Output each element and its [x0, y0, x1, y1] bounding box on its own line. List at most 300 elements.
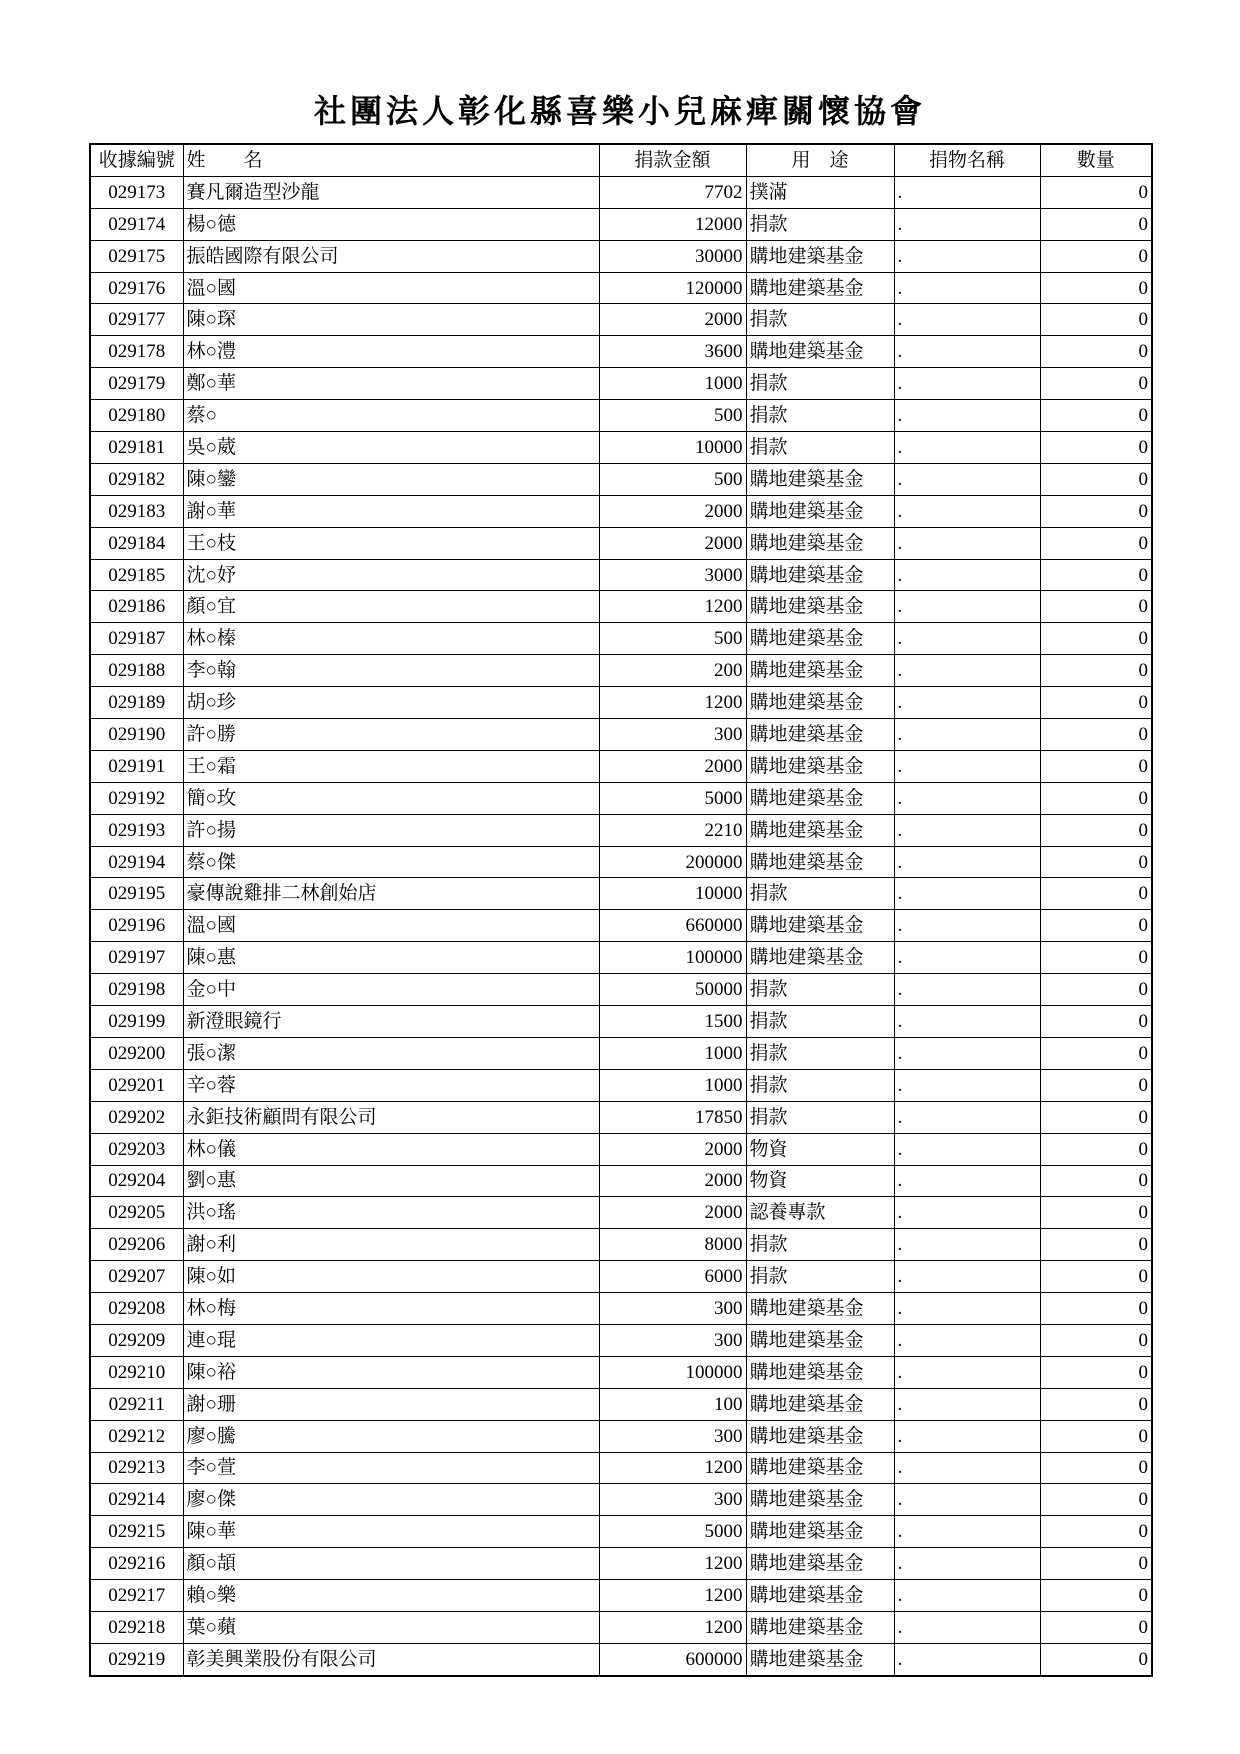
cell-amount: 1200: [599, 1580, 746, 1612]
cell-receipt-no: 029216: [90, 1548, 183, 1580]
cell-quantity: 0: [1040, 814, 1152, 846]
cell-item-name: .: [894, 1165, 1040, 1197]
cell-name: 陳○惠: [183, 942, 599, 974]
cell-receipt-no: 029217: [90, 1580, 183, 1612]
cell-item-name: .: [894, 878, 1040, 910]
cell-receipt-no: 029184: [90, 527, 183, 559]
table-body: [90, 176, 1152, 1675]
cell-item-name: .: [894, 1324, 1040, 1356]
cell-name: 永鉅技術顧問有限公司: [183, 1101, 599, 1133]
table-row: [90, 974, 1152, 1006]
cell-purpose: 購地建築基金: [746, 559, 894, 591]
cell-item-name: .: [894, 1452, 1040, 1484]
cell-receipt-no: 029193: [90, 814, 183, 846]
table-row: [90, 1133, 1152, 1165]
cell-receipt-no: 029212: [90, 1420, 183, 1452]
cell-quantity: 0: [1040, 687, 1152, 719]
cell-item-name: .: [894, 1580, 1040, 1612]
cell-item-name: .: [894, 1006, 1040, 1038]
cell-purpose: 購地建築基金: [746, 1484, 894, 1516]
cell-amount: 1200: [599, 591, 746, 623]
cell-item-name: .: [894, 687, 1040, 719]
cell-item-name: .: [894, 1133, 1040, 1165]
cell-name: 王○枝: [183, 527, 599, 559]
cell-quantity: 0: [1040, 1133, 1152, 1165]
cell-amount: 2000: [599, 304, 746, 336]
cell-name: 王○霜: [183, 750, 599, 782]
cell-quantity: 0: [1040, 559, 1152, 591]
cell-amount: 1000: [599, 1069, 746, 1101]
table-row: [90, 655, 1152, 687]
cell-name: 蔡○傑: [183, 846, 599, 878]
cell-purpose: 購地建築基金: [746, 1388, 894, 1420]
cell-amount: 50000: [599, 974, 746, 1006]
table-row: [90, 942, 1152, 974]
cell-name: 陳○裕: [183, 1356, 599, 1388]
cell-name: 顏○頡: [183, 1548, 599, 1580]
cell-purpose: 購地建築基金: [746, 1324, 894, 1356]
cell-quantity: 0: [1040, 623, 1152, 655]
cell-receipt-no: 029175: [90, 240, 183, 272]
cell-name: 劉○惠: [183, 1165, 599, 1197]
table-row: [90, 1261, 1152, 1293]
cell-name: 葉○蘋: [183, 1611, 599, 1643]
cell-amount: 100000: [599, 942, 746, 974]
cell-amount: 1200: [599, 1611, 746, 1643]
cell-name: 廖○騰: [183, 1420, 599, 1452]
cell-name: 賴○樂: [183, 1580, 599, 1612]
cell-item-name: .: [894, 240, 1040, 272]
cell-item-name: .: [894, 336, 1040, 368]
cell-name: 豪傳說雞排二林創始店: [183, 878, 599, 910]
cell-purpose: 購地建築基金: [746, 1548, 894, 1580]
cell-purpose: 捐款: [746, 1101, 894, 1133]
cell-amount: 2000: [599, 1133, 746, 1165]
table-row: [90, 1580, 1152, 1612]
cell-name: 溫○國: [183, 272, 599, 304]
cell-quantity: 0: [1040, 974, 1152, 1006]
table-row: [90, 1037, 1152, 1069]
cell-receipt-no: 029214: [90, 1484, 183, 1516]
cell-quantity: 0: [1040, 527, 1152, 559]
table-row: [90, 527, 1152, 559]
table-row: [90, 432, 1152, 464]
cell-amount: 6000: [599, 1261, 746, 1293]
cell-quantity: 0: [1040, 463, 1152, 495]
cell-quantity: 0: [1040, 1548, 1152, 1580]
cell-name: 洪○瑤: [183, 1197, 599, 1229]
cell-purpose: 購地建築基金: [746, 1611, 894, 1643]
cell-purpose: 捐款: [746, 1261, 894, 1293]
table-row: [90, 1643, 1152, 1675]
cell-receipt-no: 029203: [90, 1133, 183, 1165]
cell-receipt-no: 029186: [90, 591, 183, 623]
cell-purpose: 購地建築基金: [746, 942, 894, 974]
cell-quantity: 0: [1040, 176, 1152, 208]
cell-purpose: 購地建築基金: [746, 591, 894, 623]
cell-receipt-no: 029198: [90, 974, 183, 1006]
cell-amount: 30000: [599, 240, 746, 272]
cell-receipt-no: 029185: [90, 559, 183, 591]
cell-purpose: 購地建築基金: [746, 336, 894, 368]
cell-quantity: 0: [1040, 1197, 1152, 1229]
table-row: [90, 336, 1152, 368]
cell-receipt-no: 029210: [90, 1356, 183, 1388]
cell-item-name: .: [894, 750, 1040, 782]
cell-quantity: 0: [1040, 432, 1152, 464]
cell-item-name: .: [894, 591, 1040, 623]
cell-name: 溫○國: [183, 910, 599, 942]
cell-receipt-no: 029218: [90, 1611, 183, 1643]
cell-receipt-no: 029200: [90, 1037, 183, 1069]
cell-item-name: .: [894, 1293, 1040, 1325]
cell-name: 廖○傑: [183, 1484, 599, 1516]
cell-item-name: .: [894, 463, 1040, 495]
table-row: [90, 1484, 1152, 1516]
table-row: [90, 368, 1152, 400]
table-row: [90, 208, 1152, 240]
donation-table: [89, 143, 1153, 1677]
cell-quantity: 0: [1040, 846, 1152, 878]
cell-quantity: 0: [1040, 1516, 1152, 1548]
cell-name: 辛○蓉: [183, 1069, 599, 1101]
cell-name: 林○澧: [183, 336, 599, 368]
cell-amount: 5000: [599, 782, 746, 814]
cell-quantity: 0: [1040, 208, 1152, 240]
cell-name: 謝○珊: [183, 1388, 599, 1420]
header-amount: 捐款金額: [599, 144, 746, 176]
cell-item-name: .: [894, 782, 1040, 814]
cell-receipt-no: 029199: [90, 1006, 183, 1038]
table-row: [90, 1356, 1152, 1388]
table-row: [90, 1101, 1152, 1133]
cell-purpose: 購地建築基金: [746, 719, 894, 751]
cell-purpose: 捐款: [746, 304, 894, 336]
cell-amount: 120000: [599, 272, 746, 304]
cell-item-name: .: [894, 1037, 1040, 1069]
cell-name: 李○翰: [183, 655, 599, 687]
cell-purpose: 購地建築基金: [746, 687, 894, 719]
cell-amount: 300: [599, 1484, 746, 1516]
cell-amount: 200000: [599, 846, 746, 878]
cell-purpose: 捐款: [746, 432, 894, 464]
cell-item-name: .: [894, 1356, 1040, 1388]
cell-amount: 1500: [599, 1006, 746, 1038]
cell-name: 林○儀: [183, 1133, 599, 1165]
cell-quantity: 0: [1040, 240, 1152, 272]
cell-item-name: .: [894, 1643, 1040, 1675]
cell-item-name: .: [894, 1229, 1040, 1261]
cell-item-name: .: [894, 1069, 1040, 1101]
cell-item-name: .: [894, 559, 1040, 591]
cell-amount: 17850: [599, 1101, 746, 1133]
cell-item-name: .: [894, 655, 1040, 687]
cell-quantity: 0: [1040, 1229, 1152, 1261]
cell-item-name: .: [894, 432, 1040, 464]
cell-purpose: 購地建築基金: [746, 1643, 894, 1675]
cell-purpose: 購地建築基金: [746, 750, 894, 782]
cell-item-name: .: [894, 1484, 1040, 1516]
cell-purpose: 購地建築基金: [746, 846, 894, 878]
cell-purpose: 捐款: [746, 1229, 894, 1261]
header-purpose: 用 途: [746, 144, 894, 176]
cell-item-name: .: [894, 1101, 1040, 1133]
cell-purpose: 購地建築基金: [746, 623, 894, 655]
cell-name: 吳○葳: [183, 432, 599, 464]
table-row: [90, 1611, 1152, 1643]
cell-quantity: 0: [1040, 1037, 1152, 1069]
cell-purpose: 捐款: [746, 400, 894, 432]
cell-purpose: 購地建築基金: [746, 272, 894, 304]
table-row: [90, 1165, 1152, 1197]
table-row: [90, 910, 1152, 942]
cell-receipt-no: 029213: [90, 1452, 183, 1484]
cell-purpose: 購地建築基金: [746, 463, 894, 495]
cell-name: 林○梅: [183, 1293, 599, 1325]
cell-item-name: .: [894, 1261, 1040, 1293]
cell-receipt-no: 029191: [90, 750, 183, 782]
cell-item-name: .: [894, 1197, 1040, 1229]
cell-item-name: .: [894, 1388, 1040, 1420]
cell-quantity: 0: [1040, 1452, 1152, 1484]
table-row: [90, 1006, 1152, 1038]
cell-receipt-no: 029204: [90, 1165, 183, 1197]
cell-receipt-no: 029176: [90, 272, 183, 304]
cell-purpose: 捐款: [746, 1037, 894, 1069]
cell-purpose: 購地建築基金: [746, 1420, 894, 1452]
table-row: [90, 272, 1152, 304]
cell-quantity: 0: [1040, 1101, 1152, 1133]
cell-amount: 1200: [599, 687, 746, 719]
table-row: [90, 1229, 1152, 1261]
cell-amount: 100: [599, 1388, 746, 1420]
cell-quantity: 0: [1040, 1006, 1152, 1038]
cell-purpose: 認養專款: [746, 1197, 894, 1229]
cell-amount: 100000: [599, 1356, 746, 1388]
cell-quantity: 0: [1040, 750, 1152, 782]
cell-quantity: 0: [1040, 878, 1152, 910]
cell-receipt-no: 029201: [90, 1069, 183, 1101]
cell-name: 謝○利: [183, 1229, 599, 1261]
cell-quantity: 0: [1040, 1388, 1152, 1420]
cell-receipt-no: 029197: [90, 942, 183, 974]
cell-amount: 2000: [599, 1197, 746, 1229]
table-row: [90, 1420, 1152, 1452]
cell-quantity: 0: [1040, 1643, 1152, 1675]
cell-name: 鄭○華: [183, 368, 599, 400]
cell-purpose: 購地建築基金: [746, 1516, 894, 1548]
cell-name: 胡○珍: [183, 687, 599, 719]
cell-name: 彰美興業股份有限公司: [183, 1643, 599, 1675]
cell-purpose: 捐款: [746, 1006, 894, 1038]
table-row: [90, 687, 1152, 719]
table-row: [90, 495, 1152, 527]
cell-amount: 10000: [599, 878, 746, 910]
cell-receipt-no: 029174: [90, 208, 183, 240]
cell-receipt-no: 029205: [90, 1197, 183, 1229]
cell-amount: 500: [599, 400, 746, 432]
cell-item-name: .: [894, 176, 1040, 208]
cell-name: 林○榛: [183, 623, 599, 655]
cell-purpose: 購地建築基金: [746, 1580, 894, 1612]
cell-name: 楊○德: [183, 208, 599, 240]
cell-purpose: 捐款: [746, 368, 894, 400]
header-quantity: 數量: [1040, 144, 1152, 176]
cell-purpose: 物資: [746, 1133, 894, 1165]
table-row: [90, 623, 1152, 655]
cell-item-name: .: [894, 974, 1040, 1006]
cell-name: 簡○玫: [183, 782, 599, 814]
cell-receipt-no: 029180: [90, 400, 183, 432]
cell-quantity: 0: [1040, 655, 1152, 687]
cell-name: 振皓國際有限公司: [183, 240, 599, 272]
cell-amount: 10000: [599, 432, 746, 464]
table-row: [90, 1548, 1152, 1580]
header-name: 姓 名: [183, 144, 599, 176]
cell-name: 許○勝: [183, 719, 599, 751]
cell-item-name: .: [894, 1420, 1040, 1452]
table-row: [90, 1069, 1152, 1101]
cell-amount: 1000: [599, 1037, 746, 1069]
cell-receipt-no: 029190: [90, 719, 183, 751]
cell-receipt-no: 029182: [90, 463, 183, 495]
cell-item-name: .: [894, 400, 1040, 432]
table-row: [90, 559, 1152, 591]
cell-item-name: .: [894, 719, 1040, 751]
cell-receipt-no: 029209: [90, 1324, 183, 1356]
cell-amount: 200: [599, 655, 746, 687]
cell-quantity: 0: [1040, 1611, 1152, 1643]
cell-quantity: 0: [1040, 1484, 1152, 1516]
cell-amount: 300: [599, 719, 746, 751]
cell-purpose: 購地建築基金: [746, 495, 894, 527]
cell-name: 蔡○: [183, 400, 599, 432]
cell-receipt-no: 029188: [90, 655, 183, 687]
table-header-row: [90, 144, 1152, 176]
cell-amount: 2000: [599, 495, 746, 527]
cell-amount: 500: [599, 623, 746, 655]
cell-amount: 600000: [599, 1643, 746, 1675]
cell-item-name: .: [894, 208, 1040, 240]
table-row: [90, 304, 1152, 336]
cell-amount: 2000: [599, 1165, 746, 1197]
cell-receipt-no: 029181: [90, 432, 183, 464]
cell-item-name: .: [894, 942, 1040, 974]
cell-quantity: 0: [1040, 1356, 1152, 1388]
cell-quantity: 0: [1040, 942, 1152, 974]
cell-name: 陳○琛: [183, 304, 599, 336]
table-row: [90, 846, 1152, 878]
cell-receipt-no: 029183: [90, 495, 183, 527]
cell-receipt-no: 029192: [90, 782, 183, 814]
cell-purpose: 購地建築基金: [746, 240, 894, 272]
cell-receipt-no: 029211: [90, 1388, 183, 1420]
cell-purpose: 購地建築基金: [746, 1452, 894, 1484]
cell-name: 連○琨: [183, 1324, 599, 1356]
cell-purpose: 撲滿: [746, 176, 894, 208]
cell-receipt-no: 029173: [90, 176, 183, 208]
cell-item-name: .: [894, 623, 1040, 655]
cell-amount: 7702: [599, 176, 746, 208]
cell-receipt-no: 029206: [90, 1229, 183, 1261]
table-row: [90, 1293, 1152, 1325]
cell-item-name: .: [894, 846, 1040, 878]
cell-purpose: 購地建築基金: [746, 910, 894, 942]
cell-purpose: 購地建築基金: [746, 655, 894, 687]
table-row: [90, 1324, 1152, 1356]
cell-item-name: .: [894, 495, 1040, 527]
cell-quantity: 0: [1040, 1324, 1152, 1356]
cell-quantity: 0: [1040, 719, 1152, 751]
cell-receipt-no: 029196: [90, 910, 183, 942]
table-row: [90, 750, 1152, 782]
cell-amount: 3000: [599, 559, 746, 591]
cell-item-name: .: [894, 527, 1040, 559]
cell-quantity: 0: [1040, 1420, 1152, 1452]
cell-amount: 2210: [599, 814, 746, 846]
cell-name: 沈○妤: [183, 559, 599, 591]
cell-purpose: 物資: [746, 1165, 894, 1197]
cell-purpose: 購地建築基金: [746, 527, 894, 559]
header-receipt-no: 收據編號: [90, 144, 183, 176]
cell-item-name: .: [894, 368, 1040, 400]
table-row: [90, 1197, 1152, 1229]
cell-purpose: 捐款: [746, 1069, 894, 1101]
cell-amount: 12000: [599, 208, 746, 240]
table-row: [90, 1388, 1152, 1420]
cell-name: 陳○如: [183, 1261, 599, 1293]
cell-amount: 300: [599, 1293, 746, 1325]
table-row: [90, 240, 1152, 272]
cell-receipt-no: 029179: [90, 368, 183, 400]
cell-amount: 1000: [599, 368, 746, 400]
cell-amount: 300: [599, 1420, 746, 1452]
cell-receipt-no: 029215: [90, 1516, 183, 1548]
cell-receipt-no: 029189: [90, 687, 183, 719]
cell-amount: 500: [599, 463, 746, 495]
cell-amount: 2000: [599, 527, 746, 559]
cell-receipt-no: 029177: [90, 304, 183, 336]
cell-item-name: .: [894, 1611, 1040, 1643]
cell-purpose: 購地建築基金: [746, 1293, 894, 1325]
document-title: 社團法人彰化縣喜樂小兒麻痺關懷協會: [313, 92, 926, 130]
cell-quantity: 0: [1040, 591, 1152, 623]
cell-quantity: 0: [1040, 1580, 1152, 1612]
cell-name: 謝○華: [183, 495, 599, 527]
cell-amount: 1200: [599, 1452, 746, 1484]
cell-name: 李○萱: [183, 1452, 599, 1484]
header-item-name: 捐物名稱: [894, 144, 1040, 176]
cell-quantity: 0: [1040, 272, 1152, 304]
cell-amount: 300: [599, 1324, 746, 1356]
cell-purpose: 購地建築基金: [746, 782, 894, 814]
cell-name: 張○潔: [183, 1037, 599, 1069]
cell-receipt-no: 029194: [90, 846, 183, 878]
cell-quantity: 0: [1040, 495, 1152, 527]
table-row: [90, 719, 1152, 751]
cell-amount: 660000: [599, 910, 746, 942]
cell-quantity: 0: [1040, 304, 1152, 336]
table-row: [90, 176, 1152, 208]
cell-quantity: 0: [1040, 1261, 1152, 1293]
cell-name: 顏○宜: [183, 591, 599, 623]
cell-purpose: 購地建築基金: [746, 814, 894, 846]
cell-name: 陳○華: [183, 1516, 599, 1548]
cell-receipt-no: 029219: [90, 1643, 183, 1675]
cell-name: 陳○鑾: [183, 463, 599, 495]
cell-item-name: .: [894, 272, 1040, 304]
cell-receipt-no: 029202: [90, 1101, 183, 1133]
